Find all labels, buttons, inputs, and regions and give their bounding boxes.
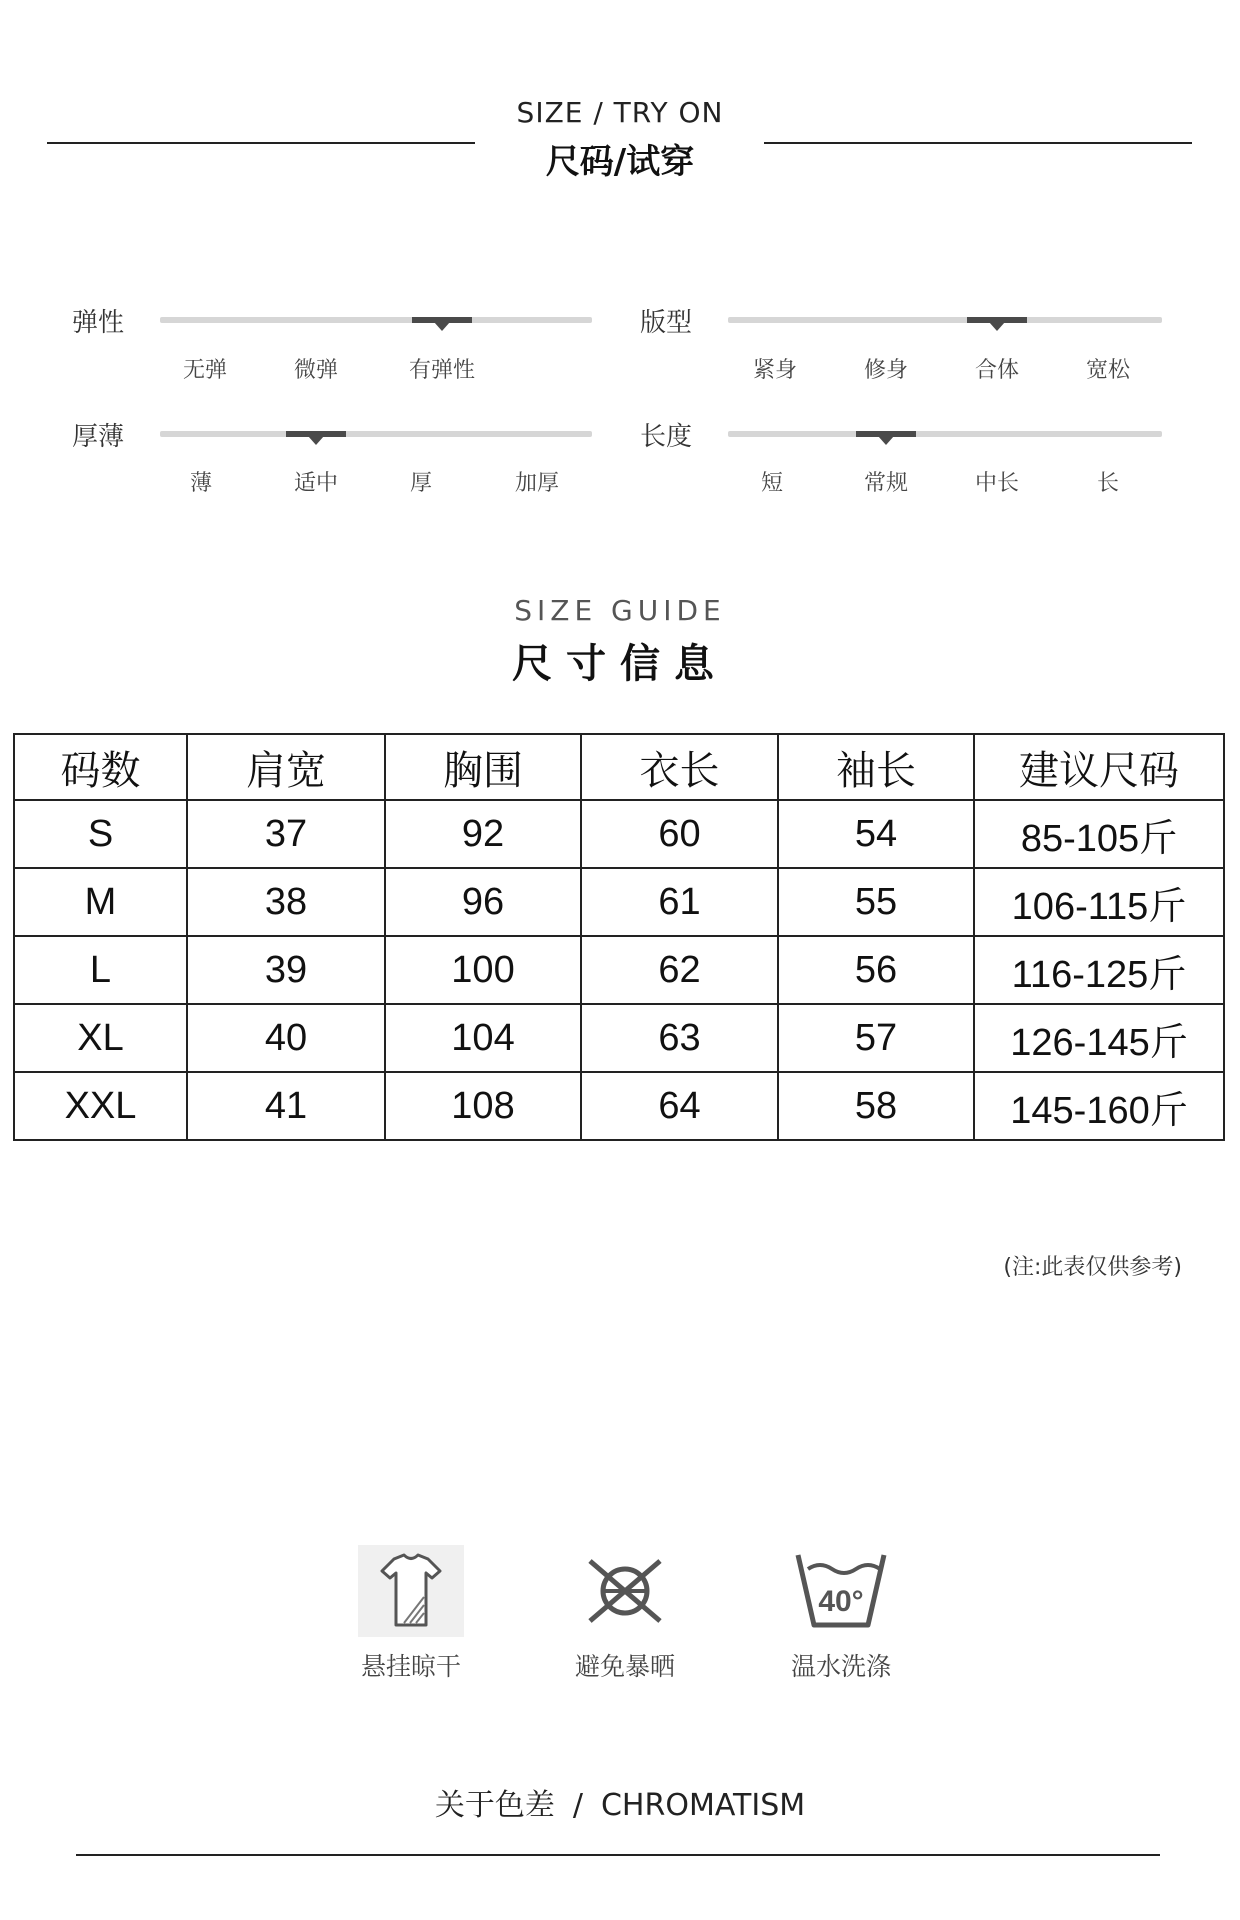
table-cell: 62 [581, 936, 778, 1004]
table-cell: 40 [187, 1004, 385, 1072]
attr-elasticity-option: 有弹性 [408, 358, 475, 383]
header-title-cn: 尺码/试穿 [545, 142, 695, 182]
table-cell: 57 [778, 1004, 974, 1072]
table-cell: 41 [187, 1072, 385, 1140]
care-item-hanging-dry [341, 1545, 481, 1683]
chromatism-en: CHROMATISM [600, 1788, 806, 1823]
hanging-dry-icon [341, 1545, 481, 1637]
table-row [14, 1004, 1224, 1072]
table-cell: L [14, 936, 187, 1004]
table-cell: XL [14, 1004, 187, 1072]
table-cell: 85-105斤 [974, 800, 1224, 868]
attr-length-option: 中长 [974, 471, 1019, 496]
table-cell: 55 [778, 868, 974, 936]
column-header-chest: 胸围 [385, 734, 581, 800]
attr-length-track [728, 431, 1162, 437]
table-row [14, 868, 1224, 936]
table-cell: 96 [385, 868, 581, 936]
chromatism-heading [0, 1780, 1240, 1824]
chromatism-cn: 关于色差 [434, 1788, 555, 1823]
size-table-note: (注:此表仅供参考) [1003, 1255, 1182, 1280]
table-cell: 104 [385, 1004, 581, 1072]
table-cell: XXL [14, 1072, 187, 1140]
attr-length-option: 长 [1096, 471, 1119, 496]
attr-fit-marker [967, 317, 1027, 323]
column-header-size: 码数 [14, 734, 187, 800]
avoid-sun-icon [555, 1545, 695, 1637]
care-item-warm-wash [771, 1545, 911, 1683]
attr-fit-option: 宽松 [1085, 358, 1130, 383]
column-header-sleeve: 袖长 [778, 734, 974, 800]
attr-length-option: 常规 [863, 471, 908, 496]
table-cell: 100 [385, 936, 581, 1004]
table-row [14, 936, 1224, 1004]
attr-elasticity-label: 弹性 [72, 308, 125, 338]
table-row [14, 800, 1224, 868]
table-cell: 61 [581, 868, 778, 936]
attr-thickness-option: 适中 [293, 471, 338, 496]
header-title-en: SIZE / TRY ON [516, 96, 724, 129]
table-cell: 126-145斤 [974, 1004, 1224, 1072]
table-cell: 39 [187, 936, 385, 1004]
table-cell: 63 [581, 1004, 778, 1072]
column-header-recommended: 建议尺码 [974, 734, 1224, 800]
attr-fit-option: 修身 [863, 358, 908, 383]
table-cell: 108 [385, 1072, 581, 1140]
column-header-length: 衣长 [581, 734, 778, 800]
table-row [14, 1072, 1224, 1140]
care-label: 温水洗涤 [790, 1652, 891, 1681]
table-cell: S [14, 800, 187, 868]
table-cell: 60 [581, 800, 778, 868]
table-cell: 38 [187, 868, 385, 936]
attr-thickness-track [160, 431, 592, 437]
attr-fit-option: 紧身 [752, 358, 797, 383]
table-cell: 37 [187, 800, 385, 868]
attr-thickness-marker [286, 431, 346, 437]
care-label: 避免暴晒 [574, 1652, 675, 1681]
table-cell: 54 [778, 800, 974, 868]
attr-thickness-option: 薄 [189, 471, 212, 496]
chromatism-separator: / [572, 1788, 583, 1823]
table-cell: 58 [778, 1072, 974, 1140]
care-item-avoid-sun [555, 1545, 695, 1683]
column-header-shoulder: 肩宽 [187, 734, 385, 800]
attr-fit-option: 合体 [974, 358, 1019, 383]
attr-elasticity-track [160, 317, 592, 323]
size-guide-title-cn: 尺寸信息 [512, 641, 728, 687]
table-cell: 92 [385, 800, 581, 868]
table-cell: 106-115斤 [974, 868, 1224, 936]
attr-length-marker [856, 431, 916, 437]
size-table-header-row [14, 734, 1224, 800]
size-guide-title-en: SIZE GUIDE [514, 594, 726, 627]
attr-fit-label: 版型 [640, 308, 693, 338]
attr-fit-track [728, 317, 1162, 323]
table-cell: 116-125斤 [974, 936, 1224, 1004]
warm-wash-icon [771, 1545, 911, 1637]
wash-temperature: 40° [818, 1585, 864, 1618]
care-label: 悬挂晾干 [360, 1652, 461, 1681]
attr-thickness-option: 厚 [409, 471, 432, 496]
table-cell: M [14, 868, 187, 936]
table-cell: 64 [581, 1072, 778, 1140]
attr-thickness-label: 厚薄 [72, 422, 125, 452]
table-cell: 145-160斤 [974, 1072, 1224, 1140]
attr-elasticity-marker [412, 317, 472, 323]
attr-length-option: 短 [760, 471, 783, 496]
size-table [13, 733, 1225, 1141]
attr-elasticity-option: 微弹 [293, 358, 338, 383]
bottom-rule [76, 1854, 1160, 1856]
attr-thickness-option: 加厚 [514, 471, 559, 496]
table-cell: 56 [778, 936, 974, 1004]
attr-elasticity-option: 无弹 [182, 358, 227, 383]
attr-length-label: 长度 [640, 422, 693, 452]
